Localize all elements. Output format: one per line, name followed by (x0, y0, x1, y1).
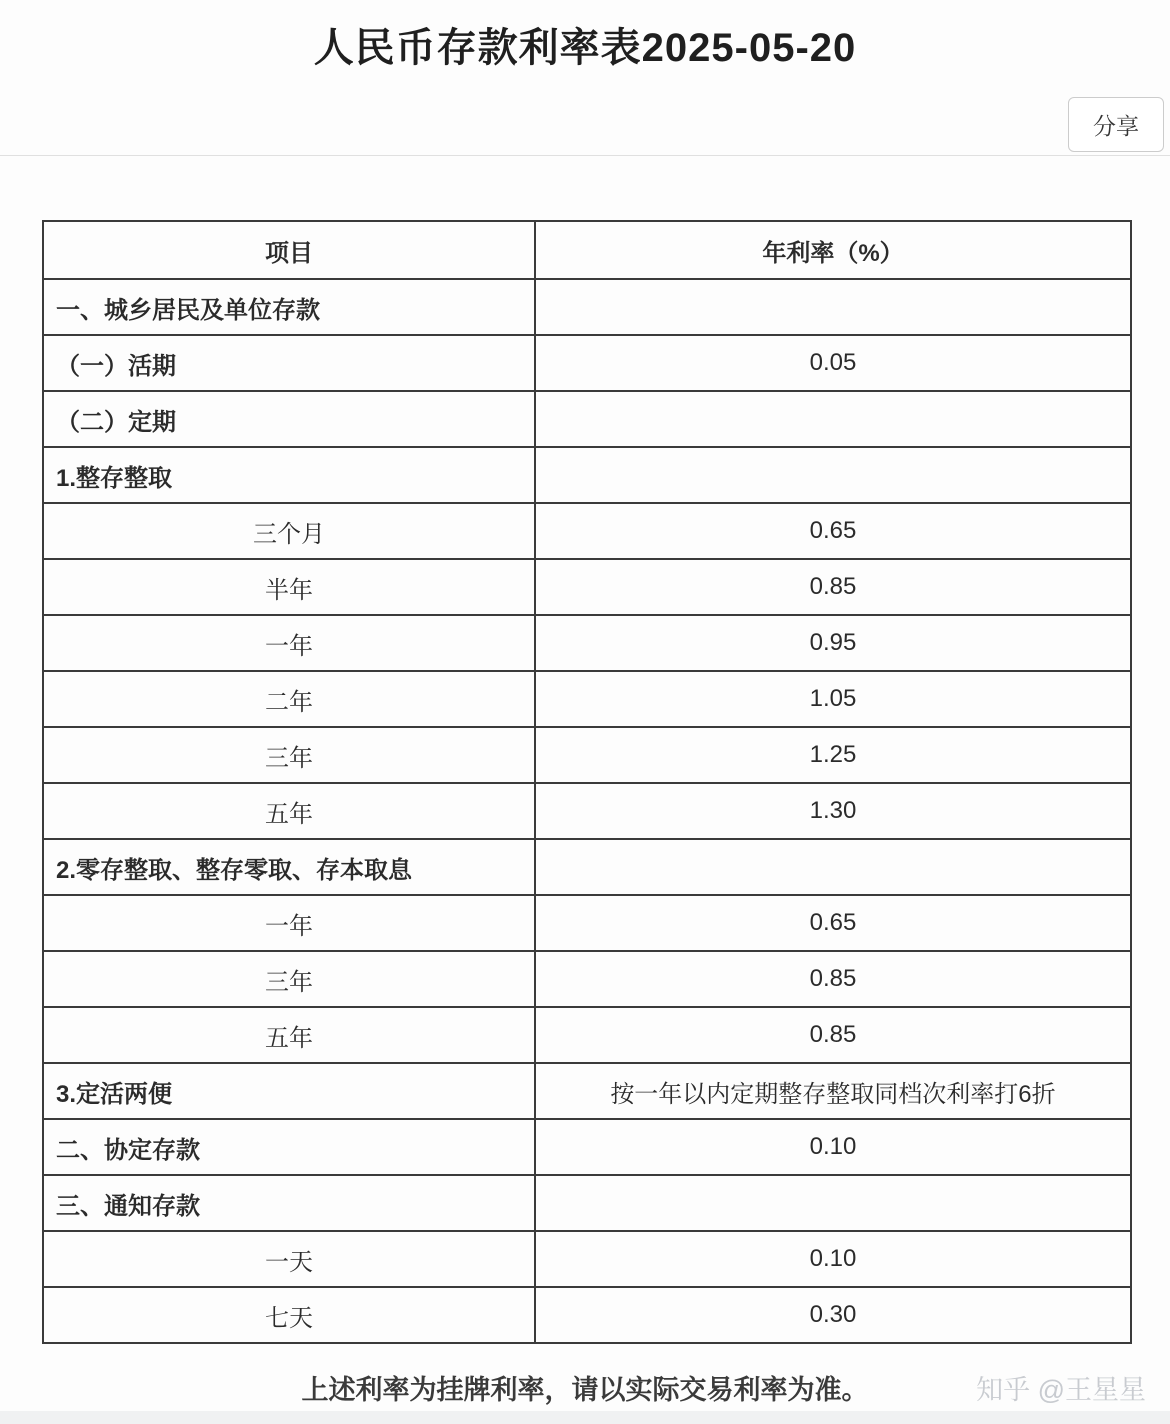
item-cell: （一）活期 (43, 335, 535, 391)
rate-cell: 1.25 (535, 727, 1131, 783)
rate-cell (535, 279, 1131, 335)
footer-line (0, 1368, 1170, 1408)
table-row (43, 503, 1131, 559)
rate-cell: 0.10 (535, 1119, 1131, 1175)
bottom-bar (0, 1411, 1170, 1424)
rate-cell: 0.65 (535, 895, 1131, 951)
item-cell: 三、通知存款 (43, 1175, 535, 1231)
table-row (43, 1175, 1131, 1231)
table-row (43, 1231, 1131, 1287)
rate-cell: 0.85 (535, 559, 1131, 615)
item-cell: 五年 (43, 1007, 535, 1063)
table-row (43, 671, 1131, 727)
rate-cell (535, 839, 1131, 895)
table-row (43, 1119, 1131, 1175)
rate-cell: 0.30 (535, 1287, 1131, 1343)
item-cell: 三年 (43, 951, 535, 1007)
table-header-row (43, 221, 1131, 279)
watermark: 知乎 @王星星 (976, 1375, 1146, 1405)
item-cell: 七天 (43, 1287, 535, 1343)
item-cell: 半年 (43, 559, 535, 615)
item-cell: 1.整存整取 (43, 447, 535, 503)
rate-cell: 0.95 (535, 615, 1131, 671)
item-cell: 2.零存整取、整存零取、存本取息 (43, 839, 535, 895)
table-row (43, 1287, 1131, 1343)
footer-note: 上述利率为挂牌利率，请以实际交易利率为准。 (301, 1375, 869, 1405)
item-cell: 3.定活两便 (43, 1063, 535, 1119)
table-row (43, 391, 1131, 447)
item-cell: 一年 (43, 895, 535, 951)
rate-cell: 0.85 (535, 1007, 1131, 1063)
table-row (43, 895, 1131, 951)
item-cell: 一年 (43, 615, 535, 671)
column-header-rate: 年利率（%） (535, 221, 1131, 279)
column-header-item: 项目 (43, 221, 535, 279)
rate-table (42, 220, 1132, 1344)
header-divider (0, 155, 1170, 156)
item-cell: （二）定期 (43, 391, 535, 447)
item-cell: 二年 (43, 671, 535, 727)
page-title: 人民币存款利率表2025-05-20 (313, 26, 857, 70)
table-row (43, 1007, 1131, 1063)
rate-table-body (43, 279, 1131, 1343)
table-row (43, 839, 1131, 895)
table-row (43, 783, 1131, 839)
table-row (43, 279, 1131, 335)
item-cell: 三个月 (43, 503, 535, 559)
item-cell: 一、城乡居民及单位存款 (43, 279, 535, 335)
rate-cell (535, 391, 1131, 447)
table-row (43, 1063, 1131, 1119)
rate-cell: 0.05 (535, 335, 1131, 391)
table-row (43, 559, 1131, 615)
table-row (43, 951, 1131, 1007)
rate-cell (535, 447, 1131, 503)
rate-cell: 1.30 (535, 783, 1131, 839)
rate-cell: 0.65 (535, 503, 1131, 559)
rate-cell: 按一年以内定期整存整取同档次利率打6折 (535, 1063, 1131, 1119)
table-row (43, 335, 1131, 391)
rate-cell: 0.85 (535, 951, 1131, 1007)
table-row (43, 615, 1131, 671)
share-button[interactable]: 分享 (1068, 97, 1164, 152)
item-cell: 三年 (43, 727, 535, 783)
table-row (43, 727, 1131, 783)
item-cell: 一天 (43, 1231, 535, 1287)
item-cell: 二、协定存款 (43, 1119, 535, 1175)
rate-cell: 0.10 (535, 1231, 1131, 1287)
rate-cell: 1.05 (535, 671, 1131, 727)
item-cell: 五年 (43, 783, 535, 839)
rate-cell (535, 1175, 1131, 1231)
table-row (43, 447, 1131, 503)
